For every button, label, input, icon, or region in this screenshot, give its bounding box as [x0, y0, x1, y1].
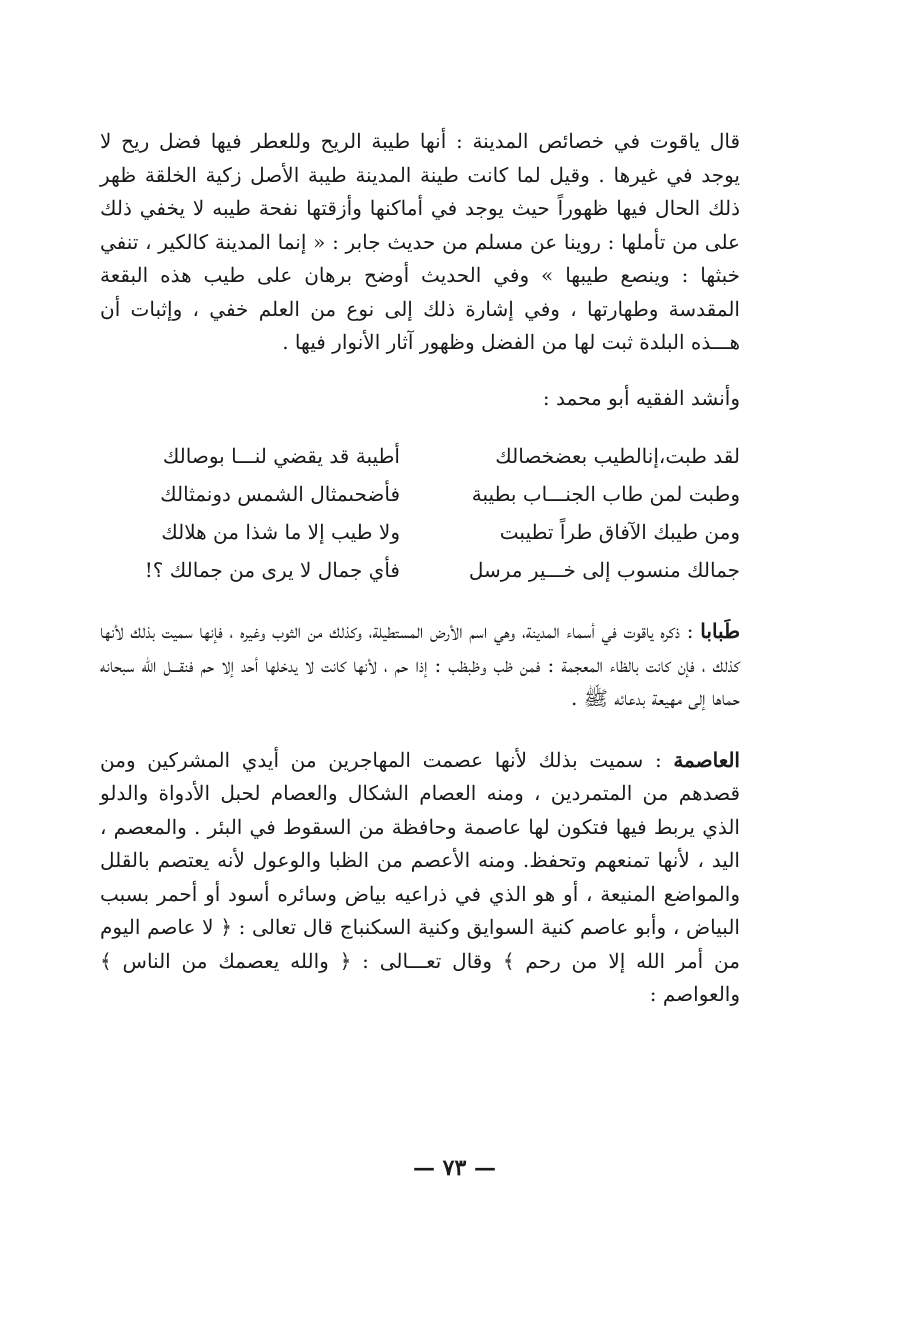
- poem-second-hemistich: فأضحىمثال الشمس دونمثالك: [160, 482, 400, 506]
- verse-introduction: وأنشد الفقيه أبو محمد :: [542, 385, 740, 410]
- poem: [100, 439, 740, 587]
- poem-second-hemistich: أطيبة قد يقضي لنـــا بوصالك: [162, 444, 400, 468]
- poem-line: [100, 515, 740, 549]
- paragraph-madina-fragrance: قال ياقوت في خصائص المدينة : أنها طيبة الريح وللعطر فيها فضل ريح لا يوجد في غيرها . وقيل لما كانت طينة المدينة طيبة الأصل زكية الخلقة ظهر ذلك الحال فيها ظهوراً حيث يوجد في أماكنها وأزقتها نفحة طيبه لا يخفي ذلك على من تأملها : روينا عن مسلم من حديث جابر : « إنما المدينة كالكير ، تنفي خبثها : وينصع طيبها » وفي الحديث أوضح برهان على طيب هذه البقعة المقدسة وطهارتها ، وفي إشارة ذلك إلى نوع من العلم خفي ، وإثبات أن هـــذه البلدة ثبت لها من الفضل وظهور آثار الأنوار فيها .: [100, 129, 740, 354]
- poem-second-hemistich: فأي جمال لا يرى من جمالك ؟!: [144, 558, 400, 582]
- poem-first-hemistich: وطبت لمن طاب الجنـــاب بطيبة: [471, 482, 740, 506]
- poem-line: [100, 439, 740, 473]
- page-content: [100, 125, 740, 1012]
- section-asima: [100, 744, 740, 1012]
- poem-line: [100, 553, 740, 587]
- section-heading-tabab: طَبابا: [700, 619, 740, 643]
- poem-second-hemistich: ولا طيب إلا ما شذا من هلالك: [161, 520, 400, 544]
- poem-first-hemistich: ومن طيبك الآفاق طراً تطيبت: [499, 520, 740, 544]
- section-tabab: [100, 615, 740, 716]
- section-text-tabab: : ذكره ياقوت في أسماء المدينة، وهي اسم الأرض المستطيلة، وكذلك من الثوب وغيره ، فإنها سميت بذلك لأنها كذلك ، فإن كانت بالظاء المعجمة : فمن ظب وظبظب : إذا حم ، لأنها كانت لا يدخلها أحد إلا حم فنقـــل الله سبحانه حماها إلى مهيعة بدعائه ﷺ .: [100, 619, 740, 710]
- section-text-asima: : سميت بذلك لأنها عصمت المهاجرين من أيدي المشركين ومن قصدهم من المتمردين ، ومنه العصام الشكال والعصام لحبل الأدواة والدلو الذي يربط فيها فتكون لها عاصمة وحافظة من السقوط في البئر . والمعصم ، اليد ، لأنها تمنعهم وتحفظ. ومنه الأعصم من الظبا والوعول لأنه يعتصم بالقلل والمواضع المنيعة ، أو هو الذي في ذراعيه بياض وسائره أسود أو أحمر بسبب البياض ، وأبو عاصم كنية السوايق وكنية السكنباج قال تعالى : ﴿ لا عاصم اليوم من أمر الله إلا من رحم ﴾ وقال تعـــالى : ﴿ والله يعصمك من الناس ﴾ والعواصم :: [100, 747, 740, 1006]
- poem-line: [100, 477, 740, 511]
- page-number: — ٧٣ —: [413, 1155, 496, 1181]
- poem-first-hemistich: جمالك منسوب إلى خـــير مرسل: [468, 558, 740, 582]
- section-heading-asima: العاصمة: [673, 747, 740, 772]
- poem-first-hemistich: لقد طبت،إنالطيب بعضخصالك: [495, 444, 740, 468]
